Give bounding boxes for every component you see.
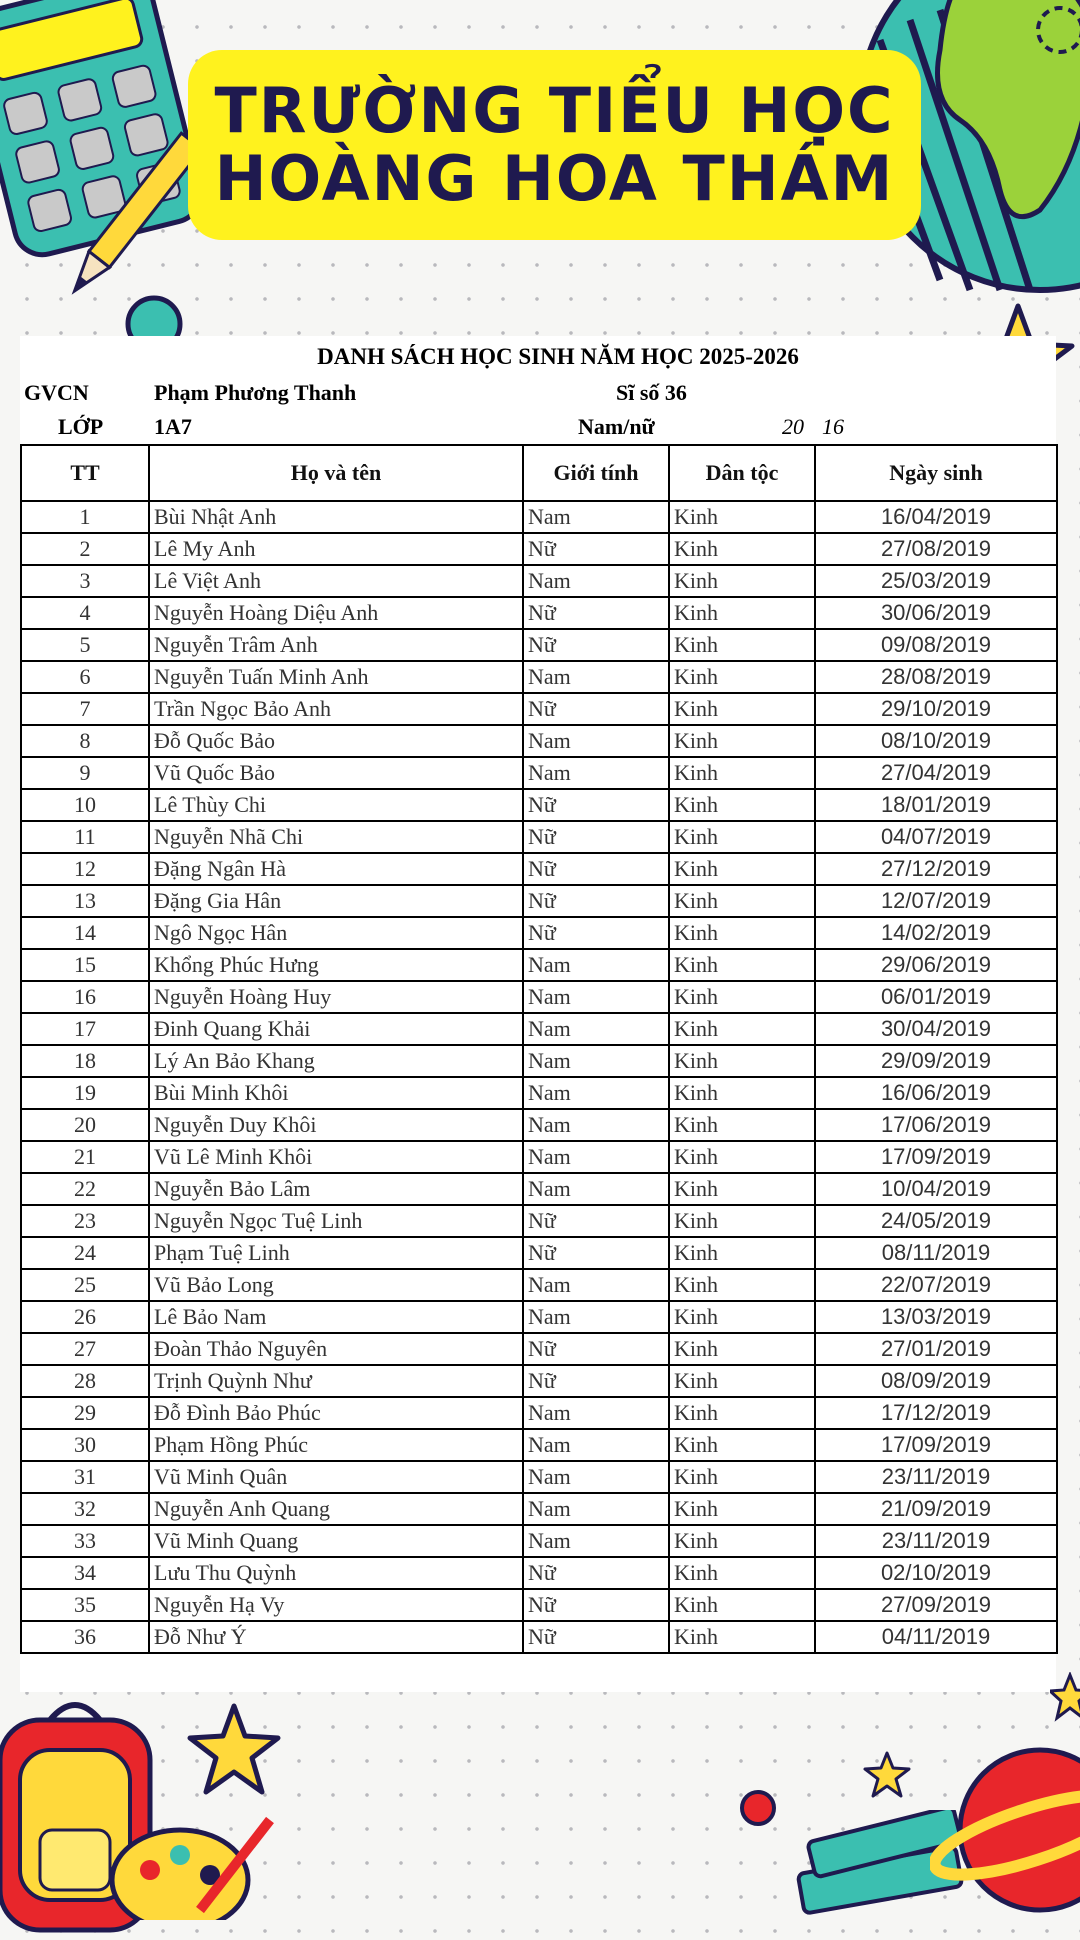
- row-number: 16: [21, 981, 149, 1013]
- table-row: [21, 693, 1057, 725]
- male-count: 20: [782, 414, 804, 439]
- row-number: 22: [21, 1173, 149, 1205]
- student-name: Đỗ Quốc Bảo: [149, 725, 523, 757]
- student-name: Trịnh Quỳnh Như: [149, 1365, 523, 1397]
- table-row: [21, 1109, 1057, 1141]
- student-birth-date: 23/11/2019: [815, 1525, 1057, 1557]
- row-number: 18: [21, 1045, 149, 1077]
- row-number: 31: [21, 1461, 149, 1493]
- student-name: Khổng Phúc Hưng: [149, 949, 523, 981]
- student-ethnicity: Kinh: [669, 1141, 815, 1173]
- student-ethnicity: Kinh: [669, 693, 815, 725]
- student-ethnicity: Kinh: [669, 821, 815, 853]
- student-birth-date: 17/09/2019: [815, 1429, 1057, 1461]
- student-gender: Nam: [523, 1173, 669, 1205]
- student-gender: Nam: [523, 501, 669, 533]
- table-row: [21, 661, 1057, 693]
- student-name: Phạm Tuệ Linh: [149, 1237, 523, 1269]
- row-number: 29: [21, 1397, 149, 1429]
- row-number: 27: [21, 1333, 149, 1365]
- student-name: Nguyễn Hạ Vy: [149, 1589, 523, 1621]
- row-number: 15: [21, 949, 149, 981]
- student-ethnicity: Kinh: [669, 1237, 815, 1269]
- school-name-line1: TRƯỜNG TIỂU HỌC: [214, 74, 895, 147]
- row-number: 17: [21, 1013, 149, 1045]
- table-row: [21, 1557, 1057, 1589]
- row-number: 6: [21, 661, 149, 693]
- table-row: [21, 885, 1057, 917]
- student-ethnicity: Kinh: [669, 661, 815, 693]
- table-row: [21, 821, 1057, 853]
- student-gender: Nam: [523, 1045, 669, 1077]
- student-gender: Nữ: [523, 533, 669, 565]
- school-name-banner: [188, 50, 921, 240]
- table-row: [21, 1205, 1057, 1237]
- star-icon: [184, 1700, 284, 1800]
- student-ethnicity: Kinh: [669, 1429, 815, 1461]
- sheet-title: DANH SÁCH HỌC SINH NĂM HỌC 2025-2026: [317, 344, 799, 369]
- planet-icon: [930, 1730, 1080, 1920]
- student-gender: Nam: [523, 1301, 669, 1333]
- class-size: Sĩ số 36: [616, 380, 687, 405]
- student-gender: Nam: [523, 1077, 669, 1109]
- teacher-name: Phạm Phương Thanh: [154, 380, 357, 405]
- student-name: Đỗ Như Ý: [149, 1621, 523, 1653]
- student-gender: Nữ: [523, 917, 669, 949]
- table-row: [21, 1173, 1057, 1205]
- red-dot-icon: [738, 1788, 778, 1828]
- student-birth-date: 09/08/2019: [815, 629, 1057, 661]
- student-name: Nguyễn Bảo Lâm: [149, 1173, 523, 1205]
- student-name: Lý An Bảo Khang: [149, 1045, 523, 1077]
- student-birth-date: 28/08/2019: [815, 661, 1057, 693]
- student-name: Vũ Quốc Bảo: [149, 757, 523, 789]
- student-gender: Nam: [523, 1493, 669, 1525]
- student-ethnicity: Kinh: [669, 501, 815, 533]
- student-gender: Nữ: [523, 853, 669, 885]
- row-number: 12: [21, 853, 149, 885]
- row-number: 8: [21, 725, 149, 757]
- student-name: Lưu Thu Quỳnh: [149, 1557, 523, 1589]
- table-row: [21, 917, 1057, 949]
- student-ethnicity: Kinh: [669, 981, 815, 1013]
- student-ethnicity: Kinh: [669, 1205, 815, 1237]
- small-star-icon: [862, 1750, 912, 1800]
- student-gender: Nữ: [523, 1237, 669, 1269]
- student-birth-date: 27/04/2019: [815, 757, 1057, 789]
- row-number: 21: [21, 1141, 149, 1173]
- student-table: [20, 444, 1058, 1654]
- table-row: [21, 1365, 1057, 1397]
- student-gender: Nữ: [523, 789, 669, 821]
- student-ethnicity: Kinh: [669, 853, 815, 885]
- table-row: [21, 725, 1057, 757]
- table-row: [21, 533, 1057, 565]
- student-ethnicity: Kinh: [669, 1525, 815, 1557]
- student-ethnicity: Kinh: [669, 1461, 815, 1493]
- table-row: [21, 981, 1057, 1013]
- student-name: Đỗ Đình Bảo Phúc: [149, 1397, 523, 1429]
- student-name: Ngô Ngọc Hân: [149, 917, 523, 949]
- student-name: Nguyễn Hoàng Huy: [149, 981, 523, 1013]
- table-row: [21, 1141, 1057, 1173]
- table-row: [21, 853, 1057, 885]
- row-number: 11: [21, 821, 149, 853]
- student-name: Lê Bảo Nam: [149, 1301, 523, 1333]
- student-ethnicity: Kinh: [669, 1077, 815, 1109]
- student-ethnicity: Kinh: [669, 1109, 815, 1141]
- student-birth-date: 27/01/2019: [815, 1333, 1057, 1365]
- row-number: 23: [21, 1205, 149, 1237]
- paint-palette-icon: [110, 1800, 280, 1920]
- row-number: 19: [21, 1077, 149, 1109]
- student-ethnicity: Kinh: [669, 565, 815, 597]
- student-gender: Nữ: [523, 1589, 669, 1621]
- student-gender: Nữ: [523, 597, 669, 629]
- table-row: [21, 1461, 1057, 1493]
- student-birth-date: 25/03/2019: [815, 565, 1057, 597]
- student-gender: Nam: [523, 949, 669, 981]
- student-birth-date: 10/04/2019: [815, 1173, 1057, 1205]
- student-name: Phạm Hồng Phúc: [149, 1429, 523, 1461]
- table-row: [21, 1589, 1057, 1621]
- student-gender: Nam: [523, 1397, 669, 1429]
- table-row: [21, 1269, 1057, 1301]
- student-name: Đoàn Thảo Nguyên: [149, 1333, 523, 1365]
- student-ethnicity: Kinh: [669, 725, 815, 757]
- table-row: [21, 1429, 1057, 1461]
- row-number: 28: [21, 1365, 149, 1397]
- student-ethnicity: Kinh: [669, 1589, 815, 1621]
- student-gender: Nam: [523, 1429, 669, 1461]
- student-gender: Nữ: [523, 1205, 669, 1237]
- table-row: [21, 757, 1057, 789]
- student-name: Bùi Nhật Anh: [149, 501, 523, 533]
- student-name: Lê Việt Anh: [149, 565, 523, 597]
- student-birth-date: 29/06/2019: [815, 949, 1057, 981]
- student-ethnicity: Kinh: [669, 1365, 815, 1397]
- student-birth-date: 04/07/2019: [815, 821, 1057, 853]
- table-row: [21, 501, 1057, 533]
- student-ethnicity: Kinh: [669, 949, 815, 981]
- header-birth-date: Ngày sinh: [815, 445, 1057, 501]
- student-birth-date: 16/04/2019: [815, 501, 1057, 533]
- student-gender: Nữ: [523, 1621, 669, 1653]
- student-name: Vũ Lê Minh Khôi: [149, 1141, 523, 1173]
- student-birth-date: 08/10/2019: [815, 725, 1057, 757]
- table-row: [21, 789, 1057, 821]
- row-number: 9: [21, 757, 149, 789]
- table-row: [21, 1525, 1057, 1557]
- student-ethnicity: Kinh: [669, 1557, 815, 1589]
- student-ethnicity: Kinh: [669, 1045, 815, 1077]
- class-name: 1A7: [154, 414, 192, 439]
- student-name: Đặng Gia Hân: [149, 885, 523, 917]
- row-number: 35: [21, 1589, 149, 1621]
- student-ethnicity: Kinh: [669, 885, 815, 917]
- student-birth-date: 27/12/2019: [815, 853, 1057, 885]
- row-number: 33: [21, 1525, 149, 1557]
- row-number: 24: [21, 1237, 149, 1269]
- student-ethnicity: Kinh: [669, 1013, 815, 1045]
- student-birth-date: 16/06/2019: [815, 1077, 1057, 1109]
- student-name: Nguyễn Duy Khôi: [149, 1109, 523, 1141]
- student-name: Vũ Bảo Long: [149, 1269, 523, 1301]
- row-number: 1: [21, 501, 149, 533]
- student-gender: Nữ: [523, 885, 669, 917]
- student-birth-date: 23/11/2019: [815, 1461, 1057, 1493]
- table-row: [21, 597, 1057, 629]
- student-name: Nguyễn Trâm Anh: [149, 629, 523, 661]
- table-header-row: [21, 445, 1057, 501]
- student-birth-date: 14/02/2019: [815, 917, 1057, 949]
- student-ethnicity: Kinh: [669, 1333, 815, 1365]
- student-gender: Nữ: [523, 693, 669, 725]
- student-gender: Nam: [523, 1525, 669, 1557]
- student-name: Đặng Ngân Hà: [149, 853, 523, 885]
- student-gender: Nữ: [523, 821, 669, 853]
- female-count: 16: [822, 414, 844, 439]
- table-row: [21, 1045, 1057, 1077]
- table-row: [21, 1397, 1057, 1429]
- student-name: Nguyễn Hoàng Diệu Anh: [149, 597, 523, 629]
- student-birth-date: 27/08/2019: [815, 533, 1057, 565]
- row-number: 30: [21, 1429, 149, 1461]
- student-gender: Nam: [523, 981, 669, 1013]
- student-gender: Nam: [523, 1141, 669, 1173]
- student-ethnicity: Kinh: [669, 1301, 815, 1333]
- table-row: [21, 1013, 1057, 1045]
- student-birth-date: 29/10/2019: [815, 693, 1057, 725]
- row-number: 25: [21, 1269, 149, 1301]
- student-birth-date: 12/07/2019: [815, 885, 1057, 917]
- student-gender: Nam: [523, 661, 669, 693]
- student-ethnicity: Kinh: [669, 629, 815, 661]
- student-gender: Nữ: [523, 1333, 669, 1365]
- student-birth-date: 17/09/2019: [815, 1141, 1057, 1173]
- header-number: TT: [21, 445, 149, 501]
- student-ethnicity: Kinh: [669, 533, 815, 565]
- table-row: [21, 565, 1057, 597]
- student-birth-date: 17/12/2019: [815, 1397, 1057, 1429]
- student-gender: Nam: [523, 1109, 669, 1141]
- pencil-icon: [55, 120, 205, 320]
- student-gender: Nữ: [523, 1365, 669, 1397]
- student-ethnicity: Kinh: [669, 1397, 815, 1429]
- student-name: Lê Thùy Chi: [149, 789, 523, 821]
- student-rows: [21, 501, 1057, 1653]
- row-number: 5: [21, 629, 149, 661]
- class-label: LỚP: [58, 414, 104, 439]
- table-row: [21, 1621, 1057, 1653]
- row-number: 36: [21, 1621, 149, 1653]
- row-number: 7: [21, 693, 149, 725]
- row-number: 4: [21, 597, 149, 629]
- student-ethnicity: Kinh: [669, 917, 815, 949]
- student-gender: Nam: [523, 1269, 669, 1301]
- row-number: 32: [21, 1493, 149, 1525]
- student-ethnicity: Kinh: [669, 1173, 815, 1205]
- teacher-label: GVCN: [24, 380, 89, 405]
- row-number: 2: [21, 533, 149, 565]
- student-birth-date: 17/06/2019: [815, 1109, 1057, 1141]
- student-gender: Nam: [523, 565, 669, 597]
- table-row: [21, 1333, 1057, 1365]
- row-number: 26: [21, 1301, 149, 1333]
- student-name: Nguyễn Anh Quang: [149, 1493, 523, 1525]
- student-name: Vũ Minh Quân: [149, 1461, 523, 1493]
- row-number: 10: [21, 789, 149, 821]
- school-name-line2: HOÀNG HOA THÁM: [214, 142, 895, 215]
- student-name: Nguyễn Nhã Chi: [149, 821, 523, 853]
- student-name: Lê My Anh: [149, 533, 523, 565]
- student-ethnicity: Kinh: [669, 789, 815, 821]
- student-birth-date: 18/01/2019: [815, 789, 1057, 821]
- student-ethnicity: Kinh: [669, 597, 815, 629]
- student-ethnicity: Kinh: [669, 1493, 815, 1525]
- student-birth-date: 08/11/2019: [815, 1237, 1057, 1269]
- table-row: [21, 1493, 1057, 1525]
- row-number: 13: [21, 885, 149, 917]
- table-row: [21, 629, 1057, 661]
- student-birth-date: 22/07/2019: [815, 1269, 1057, 1301]
- student-birth-date: 30/06/2019: [815, 597, 1057, 629]
- student-name: Đinh Quang Khải: [149, 1013, 523, 1045]
- student-birth-date: 29/09/2019: [815, 1045, 1057, 1077]
- corner-star-icon: [1050, 1672, 1080, 1722]
- student-birth-date: 24/05/2019: [815, 1205, 1057, 1237]
- student-gender: Nữ: [523, 1557, 669, 1589]
- header-full-name: Họ và tên: [149, 445, 523, 501]
- student-birth-date: 02/10/2019: [815, 1557, 1057, 1589]
- student-gender: Nam: [523, 1013, 669, 1045]
- student-ethnicity: Kinh: [669, 757, 815, 789]
- student-birth-date: 21/09/2019: [815, 1493, 1057, 1525]
- student-gender: Nam: [523, 725, 669, 757]
- student-name: Trần Ngọc Bảo Anh: [149, 693, 523, 725]
- student-birth-date: 08/09/2019: [815, 1365, 1057, 1397]
- table-row: [21, 1301, 1057, 1333]
- student-name: Nguyễn Tuấn Minh Anh: [149, 661, 523, 693]
- student-list-sheet: [20, 336, 1056, 1692]
- gender-label: Nam/nữ: [578, 414, 655, 439]
- row-number: 3: [21, 565, 149, 597]
- row-number: 14: [21, 917, 149, 949]
- student-birth-date: 13/03/2019: [815, 1301, 1057, 1333]
- student-ethnicity: Kinh: [669, 1269, 815, 1301]
- student-gender: Nữ: [523, 629, 669, 661]
- student-gender: Nam: [523, 757, 669, 789]
- row-number: 34: [21, 1557, 149, 1589]
- student-name: Vũ Minh Quang: [149, 1525, 523, 1557]
- student-gender: Nam: [523, 1461, 669, 1493]
- header-gender: Giới tính: [523, 445, 669, 501]
- row-number: 20: [21, 1109, 149, 1141]
- table-row: [21, 1237, 1057, 1269]
- student-birth-date: 27/09/2019: [815, 1589, 1057, 1621]
- student-name: Nguyễn Ngọc Tuệ Linh: [149, 1205, 523, 1237]
- student-ethnicity: Kinh: [669, 1621, 815, 1653]
- table-row: [21, 949, 1057, 981]
- student-name: Bùi Minh Khôi: [149, 1077, 523, 1109]
- student-birth-date: 04/11/2019: [815, 1621, 1057, 1653]
- table-row: [21, 1077, 1057, 1109]
- student-birth-date: 30/04/2019: [815, 1013, 1057, 1045]
- student-birth-date: 06/01/2019: [815, 981, 1057, 1013]
- header-ethnicity: Dân tộc: [669, 445, 815, 501]
